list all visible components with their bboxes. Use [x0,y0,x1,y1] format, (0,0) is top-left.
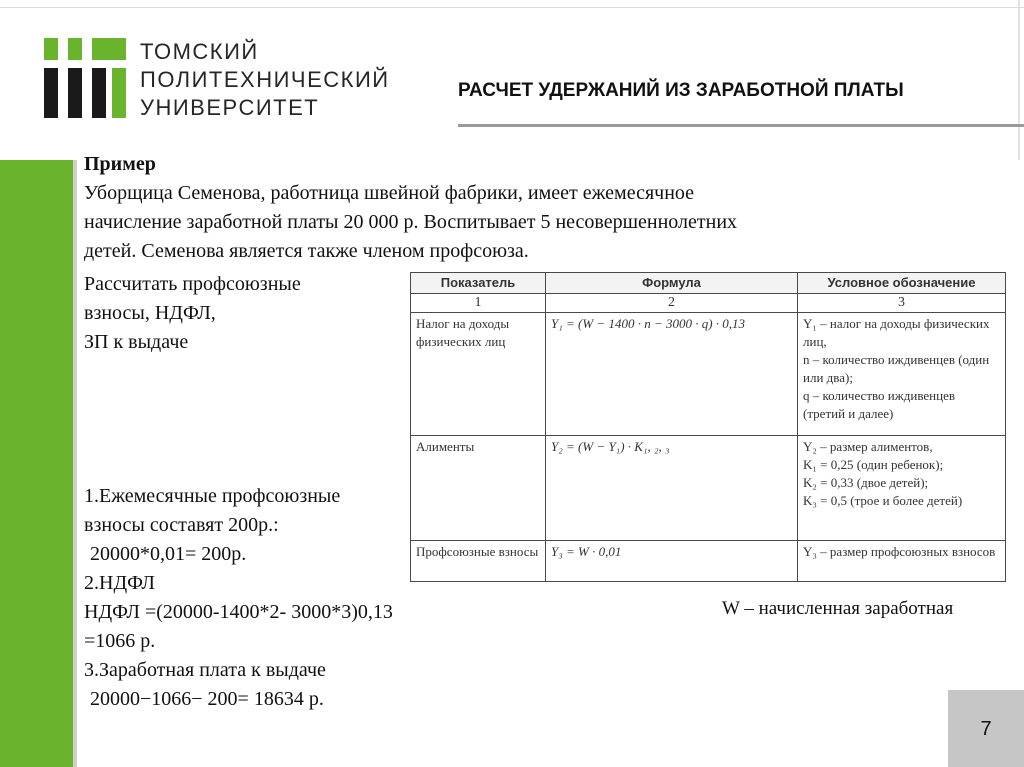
notation-line: Y₃ – размер профсоюзных взносов [803,544,996,559]
example-line: начисление заработной платы 20 000 р. Воспитывает 5 несовершеннолетних [84,211,738,233]
notation-line: q – количество иждивенцев (третий и далее) [803,388,955,421]
slide-title: РАСЧЕТ УДЕРЖАНИЙ ИЗ ЗАРАБОТНОЙ ПЛАТЫ [458,80,904,101]
table-header: Формула [546,273,798,294]
table-row [411,541,1006,582]
w-definition-note: W – начисленная заработная [722,598,954,619]
formula-table [410,272,1006,582]
notation-cell [798,313,1006,436]
indicator-cell: Налог на доходы физических лиц [411,313,546,436]
task-line: ЗП к выдаче [84,331,189,353]
formula-cell: Y₂ = (W − Y₁) · K₁, ₂, ₃ [546,436,798,541]
step-line: 20000−1066− 200= 18634 р. [90,688,324,710]
title-underline [458,124,1024,127]
step-line: 1.Ежемесячные профсоюзные [84,485,341,507]
notation-line: K₂ = 0,33 (двое детей); [803,475,929,490]
step-line: взносы составят 200р.: [84,514,279,536]
notation-line: Y₁ – налог на доходы физических лиц, [803,316,990,349]
notation-cell [798,541,1006,582]
tpu-logo-icon [44,38,126,118]
step-line: НДФЛ =(20000-1400*2- 3000*3)0,13 [84,601,393,623]
formula-cell: Y₁ = (W − 1400 · n − 3000 · q) · 0,13 [546,313,798,436]
step-line: 3.Заработная плата к выдаче [84,659,326,681]
column-number: 2 [546,294,798,313]
task-text [84,270,301,357]
example-line: детей. Семенова является также членом профсоюза. [84,240,529,262]
step-line: 20000*0,01= 200р. [90,543,247,565]
university-line: ПОЛИТЕХНИЧЕСКИЙ [140,67,390,92]
university-line: ТОМСКИЙ [140,39,259,64]
column-number: 1 [411,294,546,313]
top-rule [0,7,1024,8]
table-row [411,313,1006,436]
formula-cell: Y₃ = W · 0,01 [546,541,798,582]
table-header: Показатель [411,273,546,294]
step-line: =1066 р. [84,630,156,652]
notation-cell [798,436,1006,541]
example-heading: Пример [84,153,156,175]
table-row [411,436,1006,541]
right-rule [1018,0,1020,160]
table-header: Условное обозначение [798,273,1006,294]
notation-line: n – количество иждивенцев (один или два); [803,352,990,385]
indicator-cell: Профсоюзные взносы [411,541,546,582]
task-line: взносы, НДФЛ, [84,302,216,324]
example-line: Уборщица Семенова, работница швейной фабрики, имеет ежемесячное [84,182,695,204]
task-line: Рассчитать профсоюзные [84,273,301,295]
notation-line: Y₂ – размер алиментов, [803,439,933,454]
green-side-stripe [0,160,73,767]
example-text [84,150,904,266]
step-line: 2.НДФЛ [84,572,155,594]
side-divider [73,160,77,767]
calculation-steps [84,482,393,714]
notation-line: K₃ = 0,5 (трое и более детей) [803,493,963,508]
page-number: 7 [980,718,992,740]
university-line: УНИВЕРСИТЕТ [140,95,320,120]
page-number-box [948,690,1024,767]
column-number: 3 [798,294,1006,313]
university-name [140,38,390,122]
indicator-cell: Алименты [411,436,546,541]
table-row [411,294,1006,313]
notation-line: K₁ = 0,25 (один ребенок); [803,457,944,472]
